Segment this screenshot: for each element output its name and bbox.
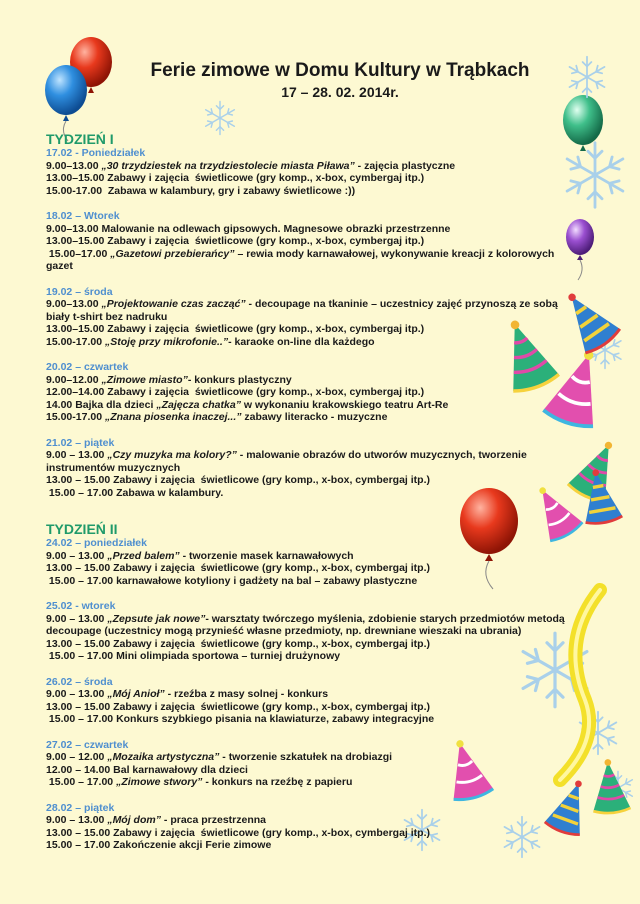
- activity-title: „Stoję przy mikrofonie..”: [104, 335, 229, 348]
- schedule-line: [46, 562, 591, 575]
- schedule-text: 15.00-17.00 Zabawa w kalambury, gry i zabawy świetlicowe :)): [46, 184, 356, 197]
- schedule-text: 15.00 – 17.00 karnawałowe kotyliony i gadżety na bal – zabawy plastyczne: [46, 574, 418, 587]
- schedule-text: 13.00–15.00 Zabawy i zajęcia świetlicowe (gry komp., x-box, cymbergaj itp.): [46, 172, 425, 184]
- schedule-line: [46, 701, 591, 714]
- schedule-text: - warsztaty twórczego myślenia, zdobienie starych przedmiotów metodą: [205, 612, 565, 625]
- activity-title: „Zepsute jak nowe”: [107, 612, 206, 625]
- schedule-text: 15.00-17.00: [46, 411, 105, 423]
- party-hat: [589, 757, 631, 814]
- schedule-line: [46, 260, 591, 273]
- schedule-text: 15.00 – 17.00 Zakończenie akcji Ferie zimowe: [46, 839, 272, 851]
- schedule-line: [46, 638, 591, 651]
- schedule-text: 9.00–12.00: [46, 373, 102, 386]
- day-label: 18.02 – Wtorek: [46, 210, 120, 222]
- schedule-text: 15.00 – 17.00 Konkurs szybkiego pisania na klawiaturze, zabawy integracyjne: [46, 713, 435, 725]
- schedule-text: 13.00 – 15.00 Zabawy i zajęcia świetlicowe (gry komp., x-box, cymbergaj itp.): [46, 474, 430, 486]
- day-block: [46, 286, 591, 349]
- activity-title: „30 trzydziestek na trzydziestolecie miasta Piława”: [101, 159, 355, 172]
- schedule-line: [46, 298, 591, 311]
- day-block: [46, 361, 591, 424]
- schedule-text: 13.00 – 15.00 Zabawy i zajęcia świetlicowe (gry komp., x-box, cymbergaj itp.): [46, 637, 430, 650]
- day-block: [46, 802, 591, 852]
- schedule-line: [46, 185, 591, 198]
- schedule-text: - konkurs plastyczny: [187, 373, 292, 386]
- schedule-line: [46, 386, 591, 399]
- schedule-line: [46, 839, 591, 852]
- schedule-text: 9.00–13.00: [46, 298, 102, 310]
- schedule-text: - konkurs na rzeźbę z papieru: [202, 776, 353, 788]
- activity-title: „Zajęcza chatka”: [156, 398, 241, 411]
- schedule-line: [46, 814, 591, 827]
- day-label: 20.02 – czwartek: [46, 361, 129, 373]
- schedule-text: - karaoke on-line dla każdego: [228, 335, 375, 348]
- schedule-text: zabawy literacko - muzyczne: [241, 411, 388, 423]
- activity-title: „Zimowe miasto”: [101, 373, 188, 386]
- schedule-line: [46, 487, 591, 500]
- schedule-line: [46, 650, 591, 663]
- schedule-text: 9.00 – 13.00: [46, 549, 108, 562]
- schedule-line: [46, 311, 591, 324]
- schedule-line: [46, 462, 591, 475]
- schedule-line: [46, 160, 591, 173]
- day-label: 21.02 – piątek: [46, 436, 115, 449]
- schedule-text: 15.00 – 17.00: [46, 776, 117, 788]
- schedule-text: 13.00 – 15.00 Zabawy i zajęcia świetlicowe (gry komp., x-box, cymbergaj itp.): [46, 700, 430, 713]
- schedule-text: 15.00 – 17.00 Mini olimpiada sportowa – turniej drużynowy: [46, 650, 341, 662]
- day-block: [46, 437, 591, 500]
- schedule-text: 9.00 – 13.00: [46, 814, 108, 826]
- schedule-line: [46, 411, 591, 424]
- schedule-text: - malowanie obrazów do utworów muzycznych, tworzenie: [236, 449, 527, 461]
- schedule-line: [46, 323, 591, 336]
- day-block: [46, 676, 591, 726]
- week-heading: TYDZIEŃ II: [46, 521, 118, 537]
- header: [0, 60, 640, 100]
- day-label: 17.02 - Poniedziałek: [46, 147, 146, 159]
- schedule-text: 9.00 – 13.00: [46, 612, 108, 625]
- schedule-text: - zajęcia plastyczne: [354, 159, 456, 172]
- schedule-line: [46, 713, 591, 726]
- schedule-text: 13.00 – 15.00 Zabawy i zajęcia świetlicowe (gry komp., x-box, cymbergaj itp.): [46, 826, 430, 839]
- schedule-line: [46, 336, 591, 349]
- schedule-line: [46, 374, 591, 387]
- day-block: [46, 739, 591, 789]
- activity-title: „Projektowanie czas zacząć”: [101, 298, 246, 310]
- schedule-text: 15.00–17.00: [46, 247, 111, 260]
- day-label: 28.02 – piątek: [46, 801, 115, 814]
- week-section: [46, 521, 591, 852]
- schedule-line: [46, 776, 591, 789]
- schedule-text: 9.00 – 13.00: [46, 688, 108, 700]
- activity-title: „Przed balem”: [107, 549, 180, 562]
- schedule: [46, 131, 591, 865]
- week-section: [46, 131, 591, 499]
- schedule-text: – rewia mody karnawałowej, wykonywanie kreacji z kolorowych: [234, 247, 555, 260]
- activity-title: „Zimowe stwory”: [116, 776, 203, 788]
- schedule-line: [46, 764, 591, 777]
- schedule-line: [46, 751, 591, 764]
- schedule-text: instrumentów muzycznych: [46, 461, 181, 474]
- schedule-text: w wykonaniu krakowskiego teatru Art-Re: [240, 398, 449, 411]
- schedule-text: 9.00 – 13.00: [46, 449, 108, 461]
- schedule-text: 9.00–13.00: [46, 159, 102, 172]
- schedule-text: 14.00 Bajka dla dzieci: [46, 398, 157, 411]
- day-block: [46, 600, 591, 663]
- schedule-line: [46, 172, 591, 185]
- schedule-line: [46, 688, 591, 701]
- schedule-line: [46, 827, 591, 840]
- schedule-line: [46, 575, 591, 588]
- schedule-text: - decoupage na tkaninie – uczestnicy zajęć przynoszą ze sobą: [245, 298, 558, 310]
- schedule-line: [46, 449, 591, 462]
- day-label: 24.02 – poniedziałek: [46, 537, 147, 549]
- schedule-text: 15.00-17.00: [46, 335, 105, 348]
- schedule-text: 12.00 – 14.00 Bal karnawałowy dla dzieci: [46, 763, 248, 776]
- activity-title: „Gazetowi przebierańcy”: [110, 247, 235, 260]
- schedule-text: - tworzenie szkatułek na drobiazgi: [219, 751, 393, 763]
- schedule-text: - praca przestrzenna: [160, 814, 267, 826]
- schedule-text: 13.00 – 15.00 Zabawy i zajęcia świetlicowe (gry komp., x-box, cymbergaj itp.): [46, 562, 430, 574]
- schedule-text: decoupage (uczestnicy mogą przynieść własne przedmioty, np. drewniane wieszaki na ubrania): [46, 625, 522, 637]
- activity-title: „Znana piosenka inaczej...”: [104, 411, 242, 423]
- schedule-text: biały t-shirt bez nadruku: [46, 310, 168, 323]
- schedule-line: [46, 399, 591, 412]
- week-heading: TYDZIEŃ I: [46, 131, 114, 147]
- schedule-line: [46, 550, 591, 563]
- schedule-text: 9.00 – 12.00: [46, 751, 108, 763]
- day-block: [46, 147, 591, 197]
- day-block: [46, 210, 591, 273]
- activity-title: „Czy muzyka ma kolory?”: [107, 449, 237, 461]
- schedule-line: [46, 223, 591, 236]
- schedule-line: [46, 625, 591, 638]
- day-label: 27.02 – czwartek: [46, 738, 129, 751]
- schedule-line: [46, 235, 591, 248]
- schedule-text: - rzeźba z masy solnej - konkurs: [164, 688, 329, 700]
- activity-title: „Mój dom”: [107, 814, 161, 826]
- schedule-line: [46, 613, 591, 626]
- activity-title: „Mozaika artystyczna”: [107, 751, 220, 763]
- schedule-text: 12.00–14.00 Zabawy i zajęcia świetlicowe (gry komp., x-box, cymbergaj itp.): [46, 386, 425, 398]
- schedule-text: 13.00–15.00 Zabawy i zajęcia świetlicowe (gry komp., x-box, cymbergaj itp.): [46, 235, 425, 247]
- schedule-text: gazet: [46, 260, 73, 272]
- schedule-text: 9.00–13.00 Malowanie na odlewach gipsowych. Magnesowe obrazki przestrzenne: [46, 222, 451, 235]
- schedule-text: 15.00 – 17.00 Zabawa w kalambury.: [46, 486, 224, 499]
- day-label: 25.02 - wtorek: [46, 600, 116, 612]
- activity-title: „Mój Anioł”: [107, 688, 165, 700]
- page-dates: 17 – 28. 02. 2014r.: [281, 84, 399, 100]
- day-block: [46, 537, 591, 587]
- schedule-line: [46, 474, 591, 487]
- schedule-line: [46, 248, 591, 261]
- day-label: 26.02 – środa: [46, 675, 113, 688]
- page-title: Ferie zimowe w Domu Kultury w Trąbkach: [150, 60, 530, 81]
- schedule-text: 13.00–15.00 Zabawy i zajęcia świetlicowe (gry komp., x-box, cymbergaj itp.): [46, 323, 425, 335]
- schedule-text: - tworzenie masek karnawałowych: [179, 549, 354, 562]
- day-label: 19.02 – środa: [46, 285, 113, 298]
